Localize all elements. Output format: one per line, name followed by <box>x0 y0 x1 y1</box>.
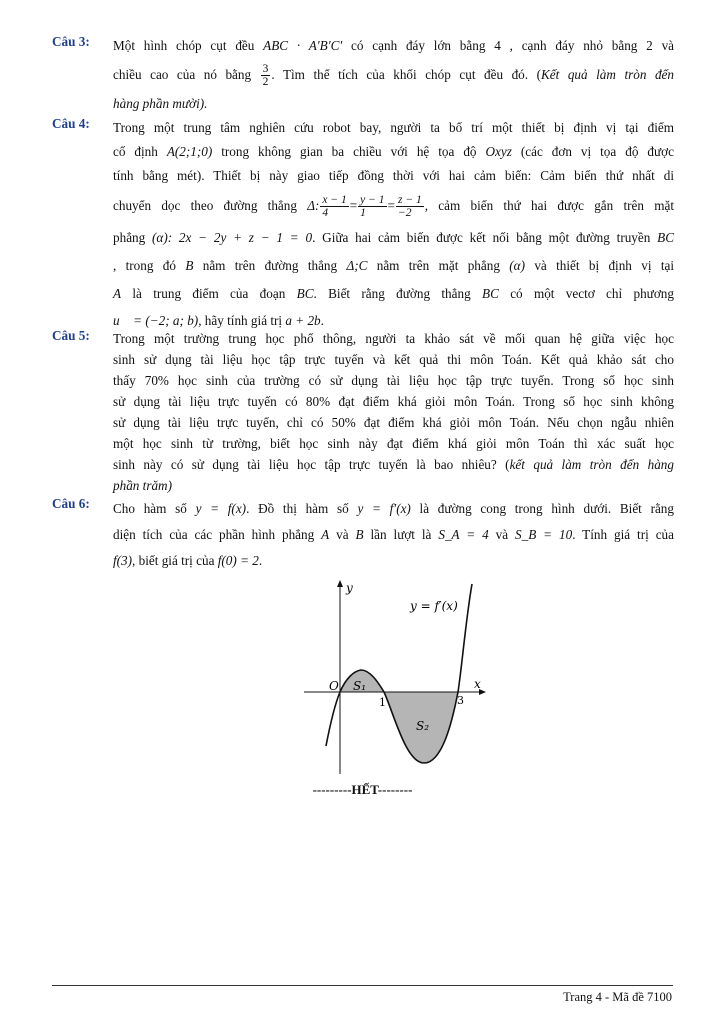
question-6 <box>52 496 674 574</box>
q3-line-3: hàng phần mười). <box>113 96 208 111</box>
q5-line-4: sử dụng tài liệu trực tuyến có 80% đạt điểm khá giỏi môn Toán. Trong số học sinh không <box>113 394 674 409</box>
q5-line-6: một học sinh từ trường, biết học sinh này đạt điểm khá giỏi môn Toán thì xác suất học <box>113 436 674 451</box>
q5-line-2: sinh sử dụng tài liệu học tập trực tuyến và kết quả thi môn Toán. Kết quả khảo sát cho <box>113 352 674 367</box>
s2-label: S₂ <box>416 719 430 733</box>
q5-line-1: Trong một trường trung học phổ thông, người ta khảo sát về mối quan hệ giữa việc học <box>113 331 674 346</box>
q4-line-6: , trong đó B nằm trên đường thẳng Δ;C nằm trên mặt phẳng (α) và thiết bị định vị tại <box>113 258 674 273</box>
q4-line-3: tính bằng mét). Thiết bị này giao tiếp đồng thời với hai cảm biến: Cảm biến thứ nhất di <box>113 168 674 183</box>
origin-label: O <box>329 679 339 693</box>
q3-line-2: chiều cao của nó bằng $\frac{3}{2}$ . Tìm thể tích của khối chóp cụt đều đó. (Kết quả làm tròn đến <box>113 63 674 89</box>
q4-line-8: u⃗ = (−2; a; b), hãy tính giá trị a + 2b. <box>113 313 324 328</box>
tick-3-label: 3 <box>457 694 464 707</box>
footer-divider <box>52 985 673 986</box>
y-axis-arrow <box>337 580 343 587</box>
q4-line-7: A là trung điểm của đoạn BC. Biết rằng đường thẳng BC có một vectơ chỉ phương <box>113 286 674 301</box>
q6-line-3: f(3), biết giá trị của f(0) = 2. <box>113 553 263 568</box>
page-footer: Trang 4 - Mã đề 7100 <box>563 990 672 1004</box>
q4-line-1: Trong một trung tâm nghiên cứu robot bay, người ta bố trí một thiết bị định vị tại điểm <box>113 120 674 135</box>
q3-line-1: Một hình chóp cụt đều ABC · A′B′C′ có cạnh đáy lớn bằng 4 , cạnh đáy nhỏ bằng 2 và <box>113 38 675 53</box>
question-4-label: Câu 4: <box>52 116 90 131</box>
axis-y-label: y <box>346 581 353 595</box>
q5-line-3: thấy 70% học sinh của trường có sử dụng tài liệu học tập trực tuyến. Trong số học sinh <box>113 373 674 388</box>
q5-line-8: phần trăm) <box>113 478 172 493</box>
q6-line-1: Cho hàm số y = f(x). Đồ thị hàm số y = f′(x) là đường cong trong hình dưới. Biết rằng <box>113 501 674 516</box>
fraction-3-2: $\frac{3}{2}$ <box>262 63 269 89</box>
q4-line-4: chuyển dọc theo đường thẳng Δ: $\frac{x - 1}{4}$ = $\frac{y - 1}{1}$ = $\frac{z - 1}{-2}$ , cảm biến thứ hai được gắn trên mặt <box>113 194 674 220</box>
question-5 <box>52 328 674 496</box>
end-marker: ---------HẾT-------- <box>312 782 413 797</box>
s1-label: S₁ <box>353 679 367 693</box>
question-5-label: Câu 5: <box>52 328 90 343</box>
derivative-graph <box>296 578 496 774</box>
q4-line-2: cố định A(2;1;0) trong không gian ba chiều với hệ tọa độ Oxyz (các đơn vị tọa độ được <box>113 144 674 159</box>
question-4 <box>52 116 674 334</box>
question-3 <box>52 34 674 116</box>
q4-line-5: phẳng (α): 2x − 2y + z − 1 = 0. Giữa hai cảm biến được kết nối bằng một đường truyền BC <box>113 230 674 245</box>
curve-label: y = f′(x) <box>410 599 458 613</box>
tick-1-label: 1 <box>379 696 386 709</box>
q6-line-2: diện tích của các phần hình phẳng A và B lần lượt là S_A = 4 và S_B = 10. Tính giá trị của <box>113 527 675 542</box>
axis-x-label: x <box>474 677 481 691</box>
q5-line-7: sinh này có sử dụng tài liệu học tập trực tuyến là bao nhiêu? (kết quả làm tròn đến hàng <box>113 457 674 472</box>
question-3-label: Câu 3: <box>52 34 90 49</box>
q5-line-5: sử dụng tài liệu trực tuyến, chỉ có 50% đạt điểm khá giỏi môn Toán. Nếu chọn ngẫu nhiên <box>113 415 674 430</box>
question-6-label: Câu 6: <box>52 496 90 511</box>
